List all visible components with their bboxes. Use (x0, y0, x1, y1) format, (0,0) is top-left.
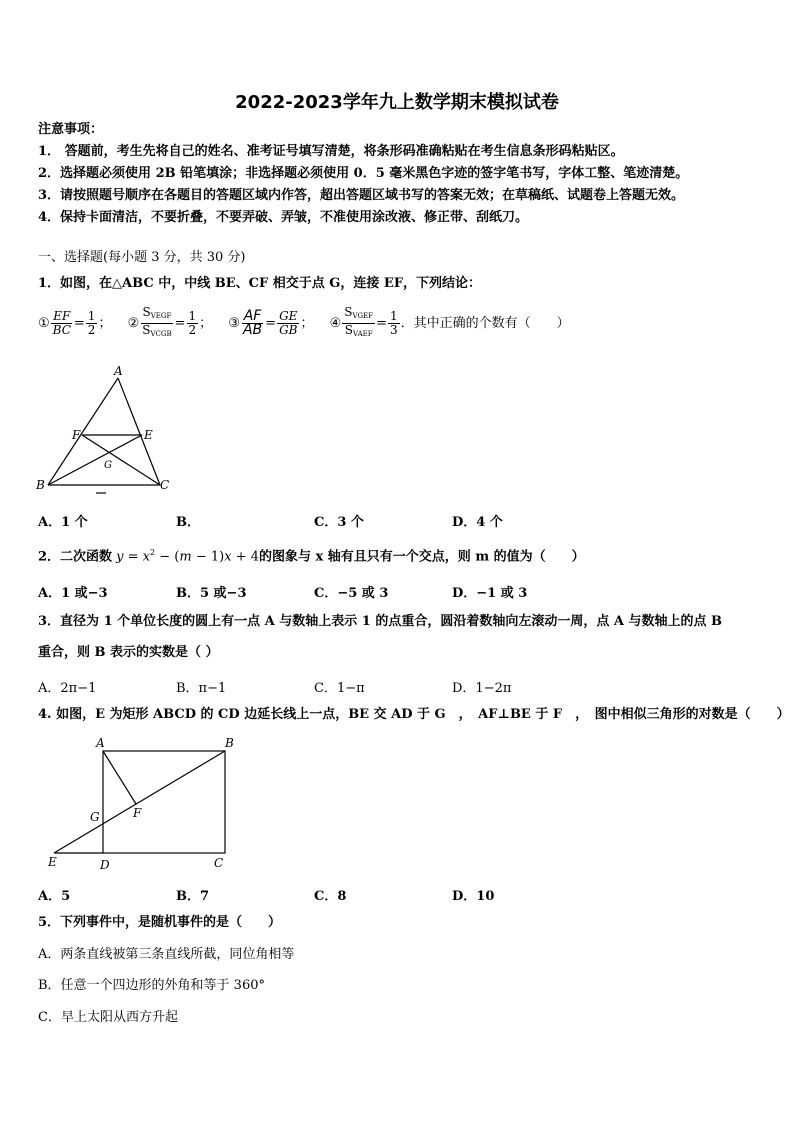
q5-stem: 5．下列事件中，是随机事件的是（ ） (38, 915, 282, 930)
notes-heading: 注意事项： (38, 122, 104, 137)
q4-label-E: E (48, 855, 57, 869)
q4-label-D: D (100, 858, 110, 872)
q1-option-c: C．3 个 (314, 515, 364, 530)
q1-label-F: F (72, 428, 81, 442)
q5-option-c: C．早上太阳从西方升起 (38, 1010, 178, 1025)
q4-label-F: F (133, 806, 142, 820)
q1-label-E: E (144, 428, 153, 442)
q4-label-C: C (214, 856, 224, 870)
note-item-2: 2．选择题必须使用 2B 铅笔填涂；非选择题必须使用 0．5 毫米黑色字迹的签字笔书写，字体工整、笔迹清楚。 (38, 166, 689, 181)
q1-option-a: A．1 个 (38, 515, 88, 530)
q3-option-a: A．2π−1 (38, 681, 97, 696)
q1-statements: ① $\frac{EF}{BC}$ = $\frac{1}{2}$ ； ② $\frac{S_{VEGF}}{S_{VCGB}}$ = $\frac{1}{2}$ ； ③ $\frac{AF}{AB}$ = $\frac{GE}{GB}$ ； ④ $\frac{S_{VGEF}}{S_{VAEF}}$ = $\frac{1}{3}$ ．其中正确的个数有（ ） (38, 305, 570, 338)
q3-option-c: C．1−π (314, 681, 365, 696)
q1-stem: 1．如图，在△ABC 中，中线 BE、CF 相交于点 G，连接 EF，下列结论： (38, 276, 482, 291)
note-item-4: 4．保持卡面清洁，不要折叠，不要弄破、弄皱，不准使用涂改液、修正带、刮纸刀。 (38, 210, 529, 225)
q2-option-a: A．1 或−3 (38, 586, 108, 601)
q4-rectangle-figure (40, 732, 240, 872)
q1-option-d: D．4 个 (452, 515, 503, 530)
q4-option-b: B．7 (176, 889, 210, 904)
q2-option-d: D．−1 或 3 (452, 586, 528, 601)
q3-option-b: B．π−1 (176, 681, 227, 696)
page-title: 2022-2023学年九上数学期末模拟试卷 (235, 92, 559, 113)
q4-label-G: G (90, 810, 100, 824)
section-heading: 一、选择题(每小题 3 分，共 30 分) (38, 250, 246, 265)
q4-option-a: A．5 (38, 889, 71, 904)
q4-option-c: C．8 (314, 889, 347, 904)
q1-label-C: C (160, 478, 170, 492)
q5-option-a: A．两条直线被第三条直线所截，同位角相等 (38, 947, 295, 962)
q4-label-A: A (96, 736, 105, 750)
note-item-3: 3．请按照题号顺序在各题目的答题区域内作答，超出答题区域书写的答案无效；在草稿纸、试题卷上答题无效。 (38, 188, 685, 203)
q1-tail: ．其中正确的个数有（ ） (400, 316, 570, 331)
q4-stem: 4. 如图，E 为矩形 ABCD 的 CD 边延长线上一点，BE 交 AD 于 G ， AF⊥BE 于 F ， 图中相似三角形的对数是（ ） (38, 707, 790, 722)
q2-option-b: B．5 或−3 (176, 586, 247, 601)
q4-option-d: D．10 (452, 889, 495, 904)
q5-option-b: B．任意一个四边形的外角和等于 360° (38, 978, 265, 993)
q1-label-B: B (36, 478, 45, 492)
q1-option-b: B． (176, 515, 200, 530)
note-item-1: 1． 答题前，考生先将自己的姓名、准考证号填写清楚，将条形码准确粘贴在考生信息条形码粘贴区。 (38, 144, 624, 159)
q1-label-A: A (114, 364, 123, 378)
q3-option-d: D．1−2π (452, 681, 512, 696)
q4-label-B: B (225, 736, 234, 750)
q1-label-G: G (104, 460, 112, 471)
q2-option-c: C．−5 或 3 (314, 586, 389, 601)
q1-triangle-figure (36, 364, 176, 496)
q3-stem-line2: 重合，则 B 表示的实数是（ ） (38, 645, 219, 660)
q2-stem: 2．二次函数 $y = x^2 - (m - 1)x + 4$的图象与 x 轴有且只有一个交点，则 m 的值为（ ） (38, 548, 585, 565)
q3-stem-line1: 3．直径为 1 个单位长度的圆上有一点 A 与数轴上表示 1 的点重合，圆沿着数轴向左滚动一周，点 A 与数轴上的点 B (38, 614, 723, 629)
